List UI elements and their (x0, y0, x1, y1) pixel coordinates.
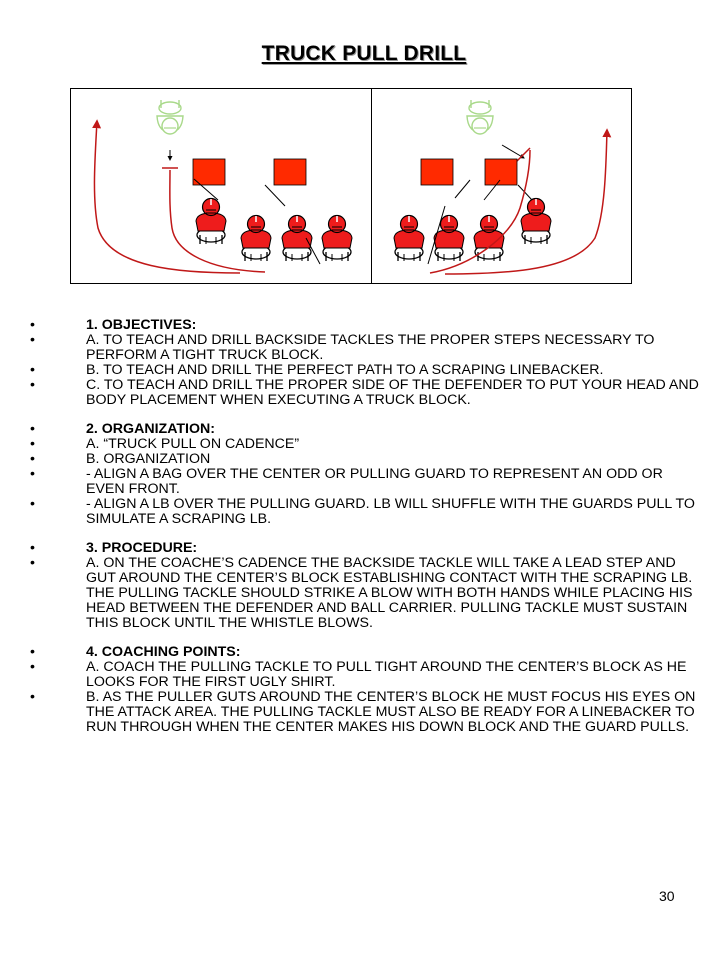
page-number: 30 (659, 888, 675, 904)
right-block-line-1 (455, 180, 470, 198)
drill-diagram (70, 88, 632, 284)
procedure-a: • A. ON THE COACHE’S CADENCE THE BACKSIDE TACKLE WILL TAKE A LEAD STEP AND GUT AROUND THE CENTER’S BLOCK ESTABLISHING CONTACT WITH THE SCRAPING LB. THE PULLING TACKLE SHOULD STRIKE A BLOW WITH BOTH HANDS WHILE PLACING HIS HEAD BETWEEN THE DEFENDER AND BALL CARRIER. PULLING TACKLE MUST SUSTAIN THIS BLOCK UNTIL THE WHISTLE BLOWS. (30, 555, 693, 631)
right-player-2 (434, 216, 464, 262)
left-bag-2 (274, 159, 306, 185)
organization-lb: • - ALIGN A LB OVER THE PULLING GUARD. LB WILL SHUFFLE WITH THE GUARDS PULL TO SIMULATE A SCRAPING LB. (30, 496, 695, 527)
content-bullets (30, 318, 700, 735)
bullet: • (30, 362, 35, 378)
bullet: • (30, 540, 35, 556)
left-linebacker (157, 100, 183, 134)
right-lb-arrow (502, 145, 524, 158)
bullet: • (30, 689, 35, 705)
bullet: • (30, 317, 35, 333)
right-bag-1 (421, 159, 453, 185)
left-bag-1 (193, 159, 225, 185)
left-block-line-2 (265, 185, 285, 206)
right-bag-2 (485, 159, 517, 185)
objectives-heading: • 1. OBJECTIVES: (30, 317, 197, 333)
right-linebacker (467, 100, 493, 134)
procedure-heading: • 3. PROCEDURE: (30, 540, 198, 556)
left-player-2 (241, 216, 271, 262)
organization-a: • A. “TRUCK PULL ON CADENCE” (30, 436, 300, 452)
objective-c: • C. TO TEACH AND DRILL THE PROPER SIDE OF THE DEFENDER TO PUT YOUR HEAD AND BODY PLACEMENT WHEN EXECUTING A TRUCK BLOCK. (30, 377, 699, 408)
organization-heading: • 2. ORGANIZATION: (30, 421, 215, 437)
bullet: • (30, 644, 35, 660)
organization-bag: • - ALIGN A BAG OVER THE CENTER OR PULLING GUARD TO REPRESENT AN ODD OR EVEN FRONT. (30, 466, 663, 497)
bullet: • (30, 659, 35, 675)
objective-b: • B. TO TEACH AND DRILL THE PERFECT PATH TO A SCRAPING LINEBACKER. (30, 362, 604, 378)
page-title: TRUCK PULL DRILL (261, 42, 467, 65)
organization-b: • B. ORGANIZATION (30, 451, 211, 467)
bullet: • (30, 332, 35, 348)
coaching-point-a: • A. COACH THE PULLING TACKLE TO PULL TIGHT AROUND THE CENTER’S BLOCK AS HE LOOKS FOR THE FIRST UGLY SHIRT. (30, 659, 687, 690)
bullet: • (30, 436, 35, 452)
bullet: • (30, 451, 35, 467)
left-player-1 (196, 199, 226, 245)
bullet: • (30, 466, 35, 482)
right-player-4 (521, 199, 551, 245)
bullet: • (30, 555, 35, 571)
coaching-point-b: • B. AS THE PULLER GUTS AROUND THE CENTER’S BLOCK HE MUST FOCUS HIS EYES ON THE ATTACK AREA. THE PULLING TACKLE MUST ALSO BE READY FOR A LINEBACKER TO RUN THROUGH WHEN THE CENTER MAKES HIS DOWN BLOCK AND THE GUARD PULLS. (30, 689, 696, 735)
objective-a: • A. TO TEACH AND DRILL BACKSIDE TACKLES THE PROPER STEPS NECESSARY TO PERFORM A TIGHT TRUCK BLOCK. (30, 332, 655, 363)
left-player-3 (282, 216, 312, 262)
bullet: • (30, 421, 35, 437)
bullet: • (30, 496, 35, 512)
left-player-4 (322, 216, 352, 262)
left-pull-path-outer (94, 121, 240, 273)
coaching-points-heading: • 4. COACHING POINTS: (30, 644, 241, 660)
right-player-1 (394, 216, 424, 262)
bullet: • (30, 377, 35, 393)
